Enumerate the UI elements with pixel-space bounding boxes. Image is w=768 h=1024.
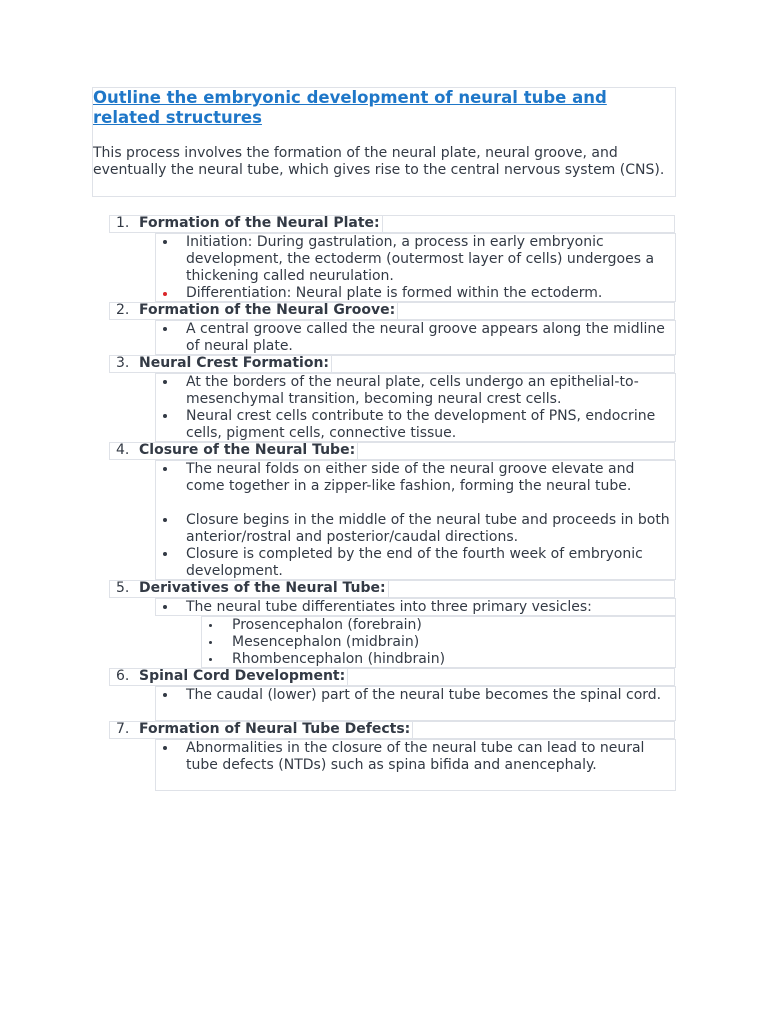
bullet-icon (163, 292, 167, 296)
section-number: 2. (116, 302, 130, 318)
bullet-icon (209, 641, 212, 644)
sub-bullet-item: Prosencephalon (forebrain) (232, 617, 422, 633)
bullet-item: The neural folds on either side of the neural groove elevate and come together in a zipper-like fashion, forming the neural tube. (186, 461, 635, 494)
bullet-icon (163, 240, 167, 244)
bullet-icon (163, 746, 167, 750)
bullet-item: Neural crest cells contribute to the development of PNS, endocrine cells, pigment cells, connective tissue. (186, 408, 656, 441)
section-number: 6. (116, 668, 130, 684)
bullet-icon (163, 414, 167, 418)
bullet-icon (163, 380, 167, 384)
section-number: 3. (116, 355, 130, 371)
bullet-item: At the borders of the neural plate, cells undergo an epithelial-to-mesenchymal transition, becoming neural crest cells. (186, 374, 639, 407)
bullet-icon (163, 693, 167, 697)
bullet-item: A central groove called the neural groove appears along the midline of neural plate. (186, 321, 665, 354)
bullet-item: Abnormalities in the closure of the neural tube can lead to neural tube defects (NTDs) such as spina bifida and anencephaly. (186, 740, 645, 773)
section-heading: Neural Crest Formation: (139, 355, 332, 372)
bullet-icon (209, 658, 212, 661)
page-title[interactable]: Outline the embryonic development of neural tube and related structures (93, 88, 607, 127)
bullet-item: The caudal (lower) part of the neural tube becomes the spinal cord. (186, 687, 662, 703)
section-heading: Formation of Neural Tube Defects: (139, 721, 413, 738)
section-heading: Derivatives of the Neural Tube: (139, 580, 389, 597)
section-number: 5. (116, 580, 130, 596)
section-heading: Formation of the Neural Plate: (139, 215, 383, 232)
section-heading: Closure of the Neural Tube: (139, 442, 358, 459)
sub-bullet-item: Rhombencephalon (hindbrain) (232, 651, 446, 667)
intro-paragraph: This process involves the formation of the neural plate, neural groove, and eventually the neural tube, which gives rise to the central nervous system (CNS). (93, 145, 665, 178)
section-heading: Formation of the Neural Groove: (139, 302, 398, 319)
bullet-icon (163, 467, 167, 471)
bullet-icon (209, 624, 212, 627)
bullet-icon (163, 518, 167, 522)
section-heading: Spinal Cord Development: (139, 668, 348, 685)
bullet-item: Closure begins in the middle of the neural tube and proceeds in both anterior/rostral and posterior/caudal directions. (186, 512, 670, 545)
section-number: 4. (116, 442, 130, 458)
bullet-icon (163, 552, 167, 556)
bullet-item: Differentiation: Neural plate is formed within the ectoderm. (186, 285, 603, 301)
section-number: 7. (116, 721, 130, 737)
bullet-item: The neural tube differentiates into three primary vesicles: (186, 599, 592, 615)
bullet-icon (163, 605, 167, 609)
bullet-icon (163, 327, 167, 331)
bullet-item: Closure is completed by the end of the fourth week of embryonic development. (186, 546, 643, 579)
bullet-item: Initiation: During gastrulation, a process in early embryonic development, the ectoderm (outermost layer of cells) undergoes a thickening called neurulation. (186, 234, 655, 284)
sub-bullet-item: Mesencephalon (midbrain) (232, 634, 420, 650)
section-number: 1. (116, 215, 130, 231)
